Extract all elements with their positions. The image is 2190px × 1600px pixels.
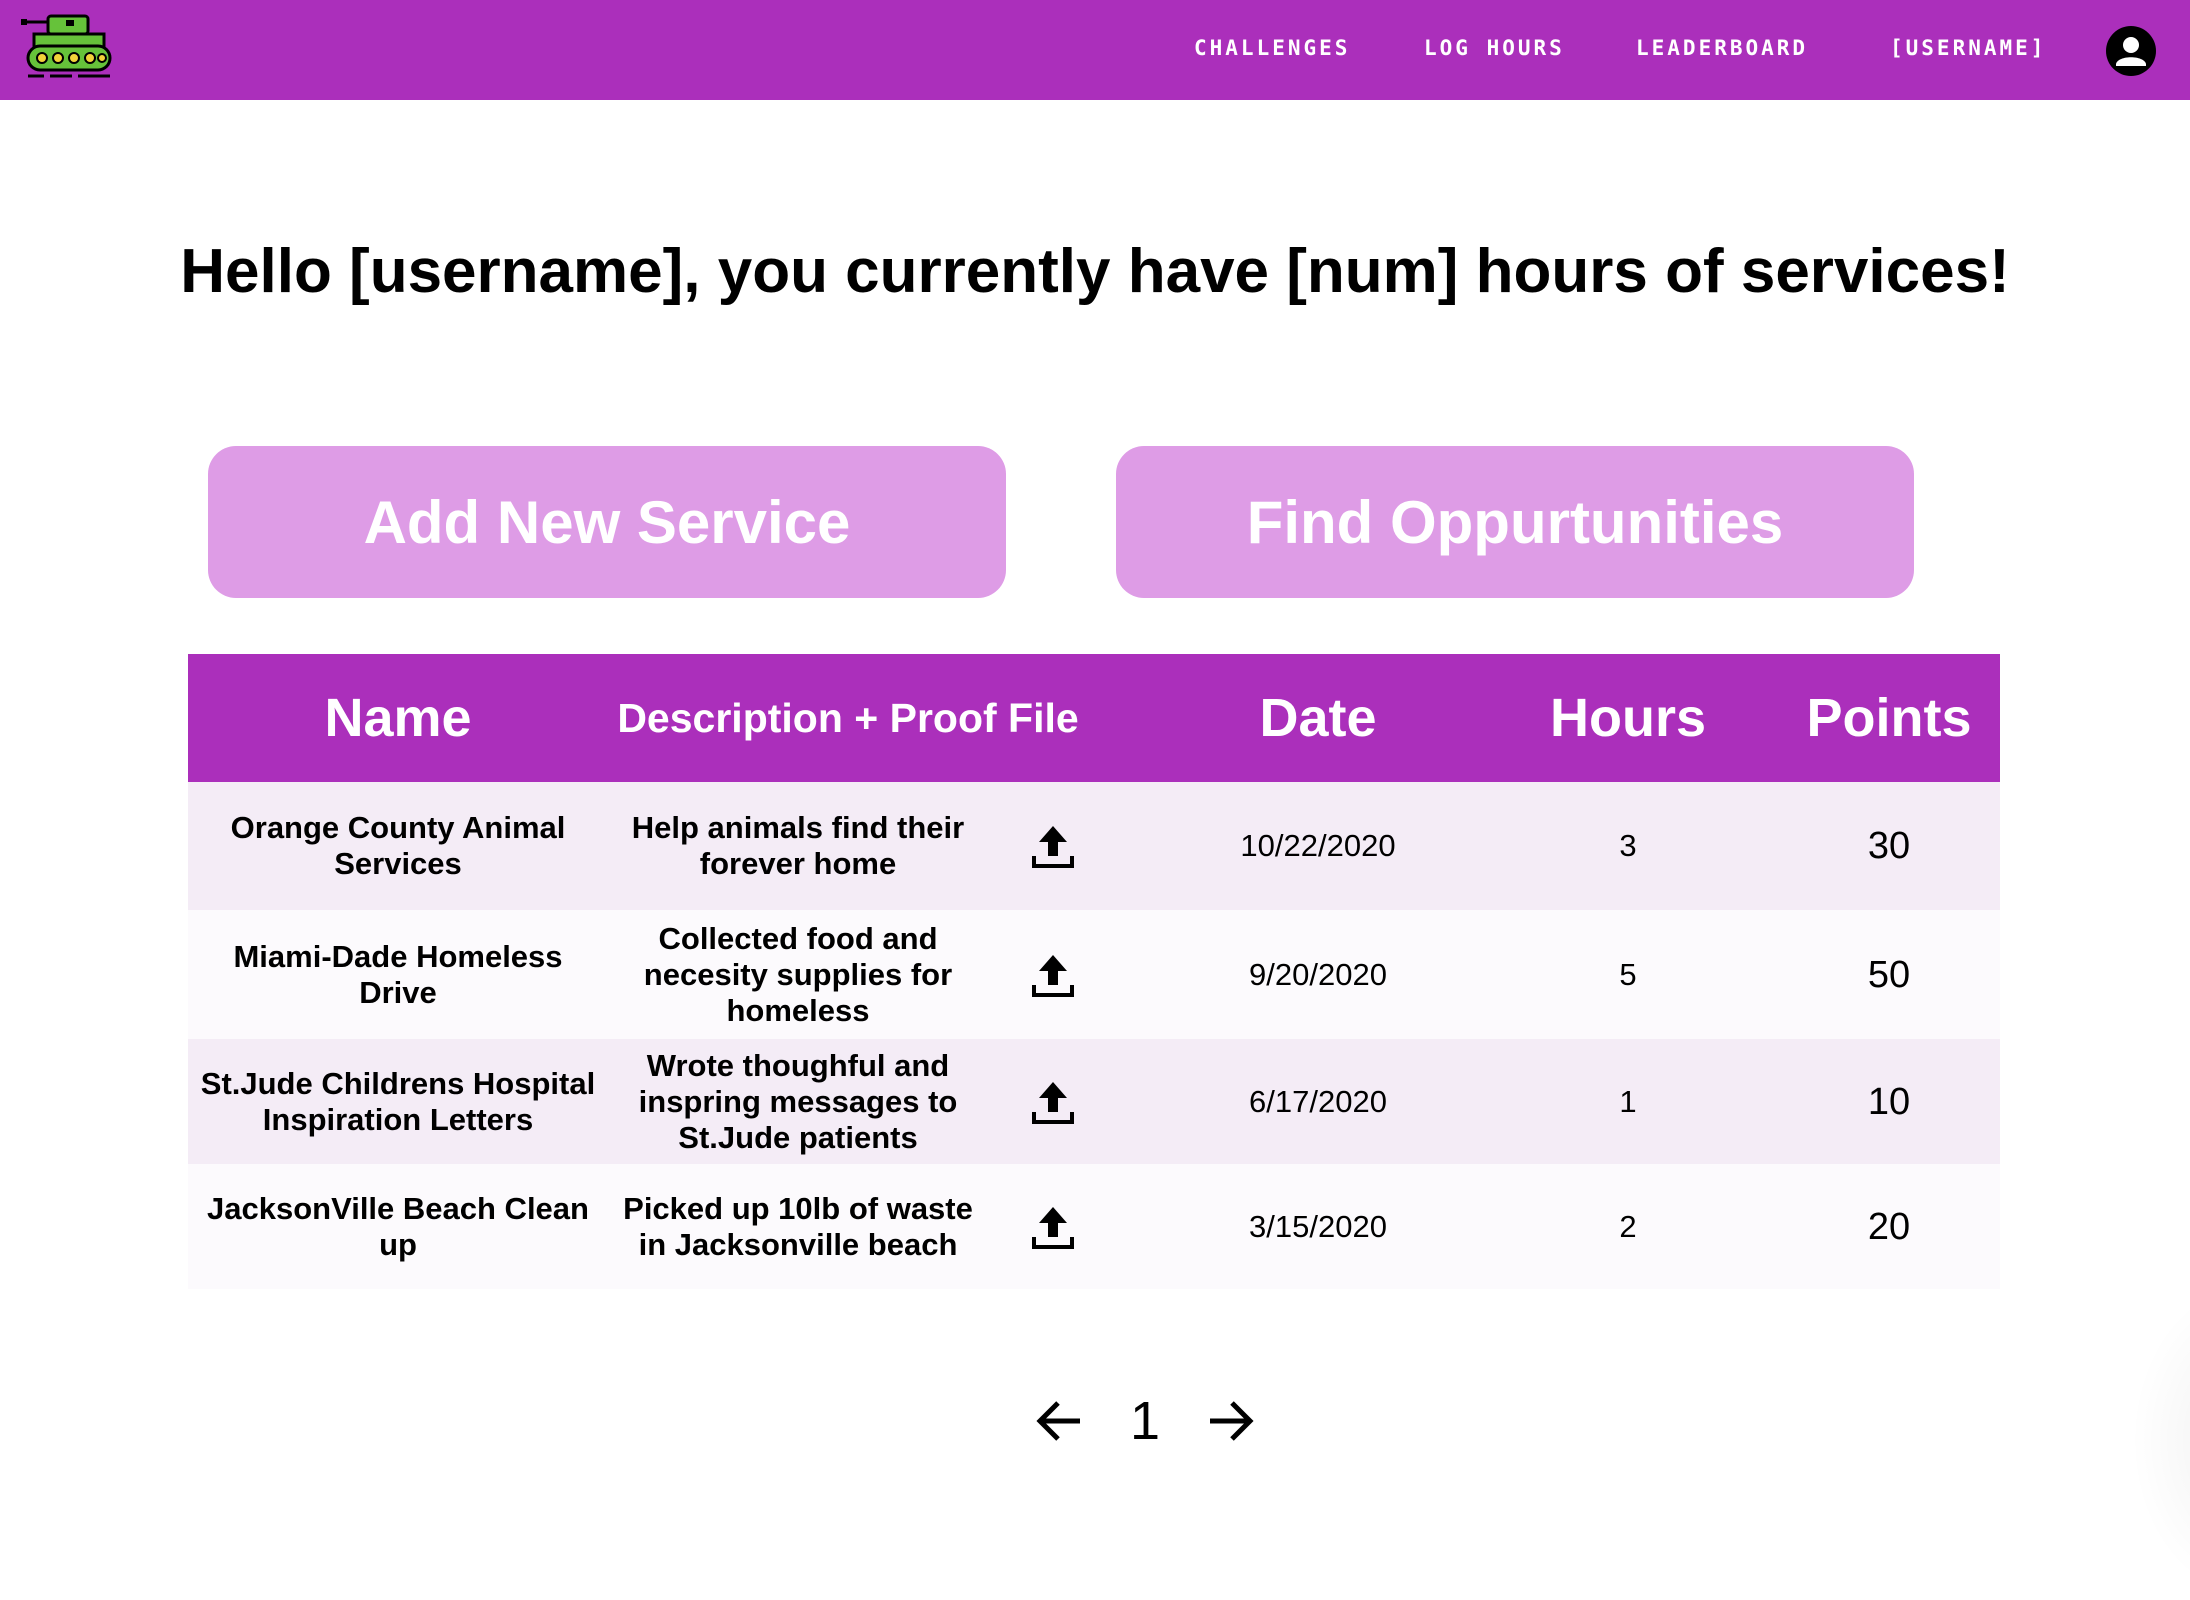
top-navbar	[0, 0, 2190, 100]
add-new-service-button[interactable]: Add New Service	[208, 446, 1006, 598]
row-description: Collected food and necesity supplies for homeless	[643, 920, 953, 1028]
upload-icon	[1031, 1078, 1075, 1126]
row-name: Orange County Animal Services	[230, 810, 566, 881]
header-hours: Hours	[1549, 688, 1706, 748]
table-row	[188, 1164, 2000, 1289]
user-avatar-icon[interactable]	[2106, 26, 2156, 76]
tank-icon[interactable]	[20, 14, 118, 84]
arrow-right-icon[interactable]	[1206, 1398, 1256, 1444]
services-table	[188, 654, 2000, 1289]
row-description: Wrote thoughful and inspring messages to St.Jude patients	[638, 1047, 958, 1155]
row-name: St.Jude Childrens Hospital Inspiration Letters	[200, 1065, 596, 1137]
row-date: 9/20/2020	[1249, 956, 1387, 992]
upload-icon	[1031, 1203, 1075, 1251]
row-hours: 2	[1619, 1208, 1637, 1244]
row-points: 20	[1867, 1205, 1911, 1248]
row-points: 30	[1867, 825, 1911, 867]
upload-proof-button[interactable]	[1008, 782, 1098, 910]
row-hours: 3	[1619, 828, 1637, 863]
edge-shadow	[2130, 1280, 2190, 1600]
table-row	[188, 1039, 2000, 1164]
table-header	[188, 654, 2000, 782]
row-date: 6/17/2020	[1249, 1083, 1387, 1119]
row-date: 10/22/2020	[1240, 828, 1396, 863]
nav-leaderboard[interactable]: LEADERBOARD	[1636, 36, 1809, 60]
upload-icon	[1031, 951, 1075, 999]
table-row	[188, 910, 2000, 1039]
nav-username[interactable]: [USERNAME]	[1890, 36, 2047, 60]
row-date: 3/15/2020	[1249, 1208, 1387, 1244]
greeting-heading: Hello [username], you currently have [num] hours of services!	[180, 237, 2010, 306]
nav-log-hours[interactable]: LOG HOURS	[1424, 36, 1565, 60]
table-row	[188, 782, 2000, 910]
upload-proof-button[interactable]	[1008, 1164, 1098, 1289]
row-description: Picked up 10lb of waste in Jacksonville beach	[623, 1190, 973, 1262]
header-points: Points	[1806, 688, 1972, 748]
row-name: JacksonVille Beach Clean up	[207, 1190, 589, 1262]
nav-challenges[interactable]: CHALLENGES	[1194, 36, 1351, 60]
row-hours: 1	[1619, 1083, 1637, 1119]
page-number[interactable]: 1	[1129, 1391, 1161, 1451]
header-date: Date	[1259, 688, 1377, 748]
header-description: Description + Proof File	[617, 694, 1079, 741]
header-name: Name	[324, 688, 472, 748]
row-hours: 5	[1619, 956, 1637, 992]
row-name: Miami-Dade Homeless Drive	[233, 938, 563, 1010]
row-points: 10	[1867, 1080, 1911, 1123]
upload-icon	[1031, 822, 1075, 870]
row-description: Help animals find their forever home	[631, 810, 965, 881]
upload-proof-button[interactable]	[1008, 1039, 1098, 1164]
find-opportunities-button[interactable]: Find Oppurtunities	[1116, 446, 1914, 598]
row-points: 50	[1867, 953, 1911, 996]
upload-proof-button[interactable]	[1008, 910, 1098, 1039]
arrow-left-icon[interactable]	[1034, 1398, 1084, 1444]
